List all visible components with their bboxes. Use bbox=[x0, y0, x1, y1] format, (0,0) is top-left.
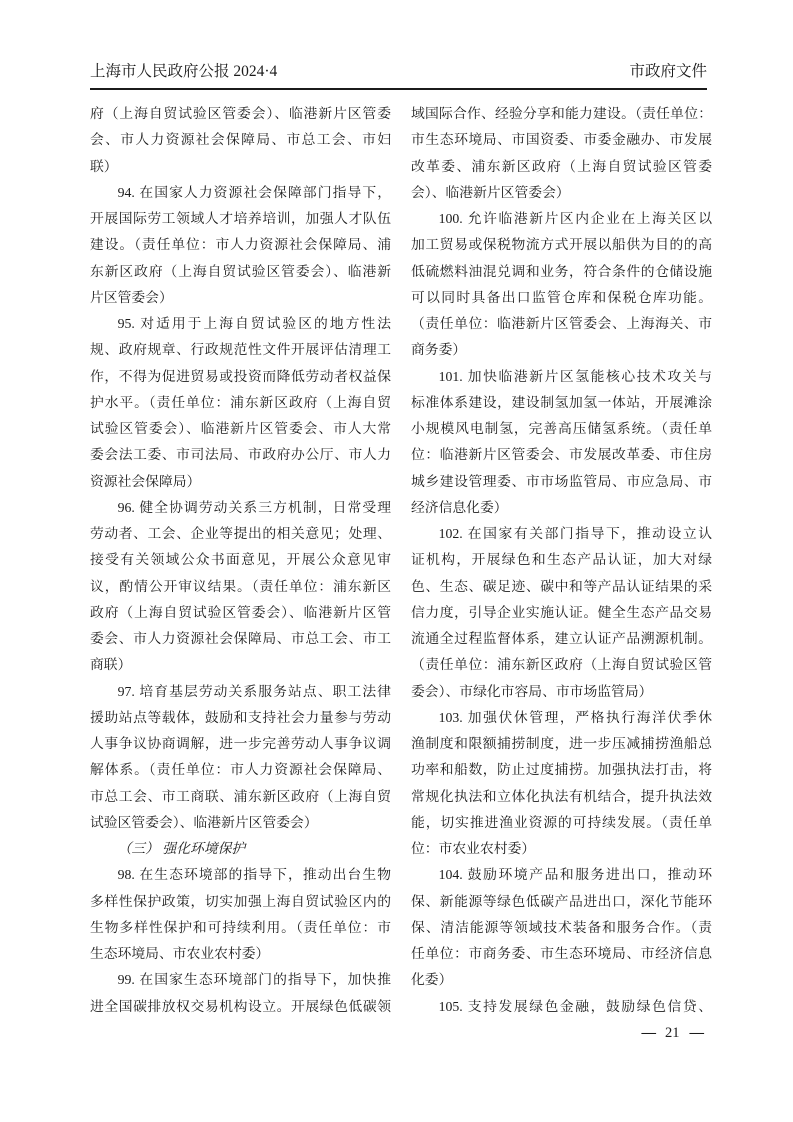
text-line: 援助站点等载体，鼓励和支持社会力量参与劳动 bbox=[90, 709, 391, 725]
text-line: 渔制度和限额捕捞制度，进一步压减捕捞渔船总 bbox=[411, 736, 712, 751]
text-line: 101. 加快临港新片区氢能核心技术攻关与 bbox=[438, 368, 712, 384]
text-line: 可以同时具备出口监管仓库和保税仓库功能。 bbox=[411, 289, 712, 305]
text-line: 东新区政府（上海自贸试验区管委会）、临港新 bbox=[90, 263, 391, 279]
text-line: 102. 在国家有关部门指导下，推动设立认 bbox=[438, 526, 712, 541]
text-line: 标准体系建设，建设制氢加氢一体站，开展滩涂 bbox=[411, 394, 712, 410]
text-line: 化委） bbox=[411, 972, 453, 988]
text-line: 会、市人力资源社会保障局、市总工会、市妇 bbox=[90, 132, 391, 148]
text-line: 试验区管委会）、临港新片区管委会） bbox=[90, 814, 318, 830]
text-line: 96. 健全协调劳动关系三方机制，日常受理 bbox=[117, 499, 391, 515]
text-line: 改革委、浦东新区政府（上海自贸试验区管委 bbox=[411, 158, 712, 174]
text-line: 证机构，开展绿色和生态产品认证，加大对绿 bbox=[411, 552, 712, 568]
text-line: 低硫燃料油混兑调和业务，符合条件的仓储设施 bbox=[411, 263, 712, 279]
page-number bbox=[642, 1024, 704, 1042]
page-number-value: 21 bbox=[665, 1025, 680, 1041]
text-line: 能，切实推进渔业资源的可持续发展。（责任单 bbox=[411, 814, 712, 830]
text-line: 建设。（责任单位：市人力资源社会保障局、浦 bbox=[90, 237, 391, 253]
text-line: 会）、临港新片区管委会） bbox=[411, 184, 570, 200]
text-line: 流通全过程监督体系，建立认证产品溯源机制。 bbox=[411, 631, 712, 646]
text-line: 开展国际劳工领域人才培养培训，加强人才队伍 bbox=[90, 211, 391, 226]
text-line: 人事争议协商调解，进一步完善劳动人事争议调 bbox=[90, 736, 391, 751]
text-line: 95. 对适用于上海自贸试验区的地方性法 bbox=[117, 316, 391, 331]
text-line: 市生态环境局、市国资委、市委金融办、市发展 bbox=[411, 132, 712, 148]
text-line: 103. 加强伏休管理，严格执行海洋伏季休 bbox=[438, 709, 712, 725]
text-line: 护水平。（责任单位：浦东新区政府（上海自贸 bbox=[90, 394, 391, 410]
text-line: 商联） bbox=[90, 657, 132, 673]
text-line: 经济信息化委） bbox=[411, 499, 508, 515]
text-line: 色、生态、碳足迹、碳中和等产品认证结果的采 bbox=[411, 578, 712, 594]
header-rule bbox=[90, 88, 707, 90]
text-line: 进全国碳排放权交易机构设立。开展绿色低碳领 bbox=[90, 998, 391, 1014]
text-line: （责任单位：临港新片区管委会、上海海关、市 bbox=[411, 316, 712, 331]
text-line: 97. 培育基层劳动关系服务站点、职工法律 bbox=[117, 683, 391, 699]
text-line: 府（上海自贸试验区管委会）、临港新片区管委 bbox=[90, 106, 391, 121]
text-line: 104. 鼓励环境产品和服务进出口，推动环 bbox=[438, 867, 712, 883]
text-line: 试验区管委会）、临港新片区管委会、市人大常 bbox=[90, 421, 391, 436]
text-line: 小规模风电制氢，完善高压储氢系统。（责任单 bbox=[411, 421, 712, 436]
text-line: 105. 支持发展绿色金融，鼓励绿色信贷、 bbox=[438, 998, 712, 1014]
right-column bbox=[411, 101, 712, 1020]
subsection-heading: （三） 强化环境保护 bbox=[117, 841, 246, 856]
text-line: 多样性保护政策，切实加强上海自贸试验区内的 bbox=[90, 893, 391, 909]
text-line: 功率和船数，防止过度捕捞。加强执法打击，将 bbox=[411, 762, 712, 778]
text-line: 解体系。（责任单位：市人力资源社会保障局、 bbox=[90, 762, 391, 778]
text-line: 域国际合作、经验分享和能力建设。（责任单位： bbox=[411, 106, 712, 121]
text-line: 委会、市人力资源社会保障局、市总工会、市工 bbox=[90, 631, 391, 646]
body-columns bbox=[90, 101, 712, 1020]
text-line: 任单位：市商务委、市生态环境局、市经济信息 bbox=[411, 946, 712, 961]
text-line: 常规化执法和立体化执法有机结合，提升执法效 bbox=[411, 788, 712, 804]
left-column bbox=[90, 101, 391, 1020]
text-line: 100. 允许临港新片区内企业在上海关区以 bbox=[438, 211, 712, 226]
text-line: 保、清洁能源等领域技术装备和服务合作。（责 bbox=[411, 919, 712, 935]
text-line: 商务委） bbox=[411, 342, 467, 358]
text-line: 作，不得为促进贸易或投资而降低劳动者权益保 bbox=[90, 368, 391, 384]
text-line: 位：市农业农村委） bbox=[411, 841, 536, 856]
page-header bbox=[90, 62, 707, 82]
text-line: 99. 在国家生态环境部门的指导下，加快推 bbox=[117, 972, 391, 988]
gazette-title: 上海市人民政府公报 2024·4 bbox=[90, 63, 278, 80]
text-line: 资源社会保障局） bbox=[90, 473, 201, 489]
text-line: 联） bbox=[90, 158, 118, 174]
page-number-dash-left: — bbox=[641, 1025, 655, 1041]
text-line: 接受有关领域公众书面意见，开展公众意见审 bbox=[90, 552, 391, 568]
text-line: 加工贸易或保税物流方式开展以船供为目的的高 bbox=[411, 237, 712, 253]
text-line: 政府（上海自贸试验区管委会）、临港新片区管 bbox=[90, 604, 391, 620]
text-line: （责任单位：浦东新区政府（上海自贸试验区管 bbox=[411, 657, 712, 673]
text-line: 市总工会、市工商联、浦东新区政府（上海自贸 bbox=[90, 788, 391, 804]
text-line: 生态环境局、市农业农村委） bbox=[90, 946, 270, 961]
text-line: 议，酌情公开审议结果。（责任单位：浦东新区 bbox=[90, 578, 391, 594]
text-line: 98. 在生态环境部的指导下，推动出台生物 bbox=[117, 867, 391, 883]
text-line: 委会）、市绿化市容局、市市场监管局） bbox=[411, 683, 653, 699]
text-line: 生物多样性保护和可持续利用。（责任单位：市 bbox=[90, 919, 391, 935]
page-number-dash-right: — bbox=[689, 1025, 703, 1041]
section-label: 市政府文件 bbox=[629, 63, 707, 80]
text-line: 保、新能源等绿色低碳产品进出口，深化节能环 bbox=[411, 893, 712, 909]
text-line: 规、政府规章、行政规范性文件开展评估清理工 bbox=[90, 342, 391, 358]
text-line: 位：临港新片区管委会、市发展改革委、市住房 bbox=[411, 447, 712, 463]
text-line: 委会法工委、市司法局、市政府办公厅、市人力 bbox=[90, 447, 391, 463]
text-line: 劳动者、工会、企业等提出的相关意见；处理、 bbox=[90, 526, 391, 541]
text-line: 城乡建设管理委、市市场监管局、市应急局、市 bbox=[411, 473, 712, 489]
text-line: 信力度，引导企业实施认证。健全生态产品交易 bbox=[411, 604, 712, 620]
text-line: 片区管委会） bbox=[90, 289, 173, 305]
text-line: 94. 在国家人力资源社会保障部门指导下， bbox=[117, 184, 391, 200]
